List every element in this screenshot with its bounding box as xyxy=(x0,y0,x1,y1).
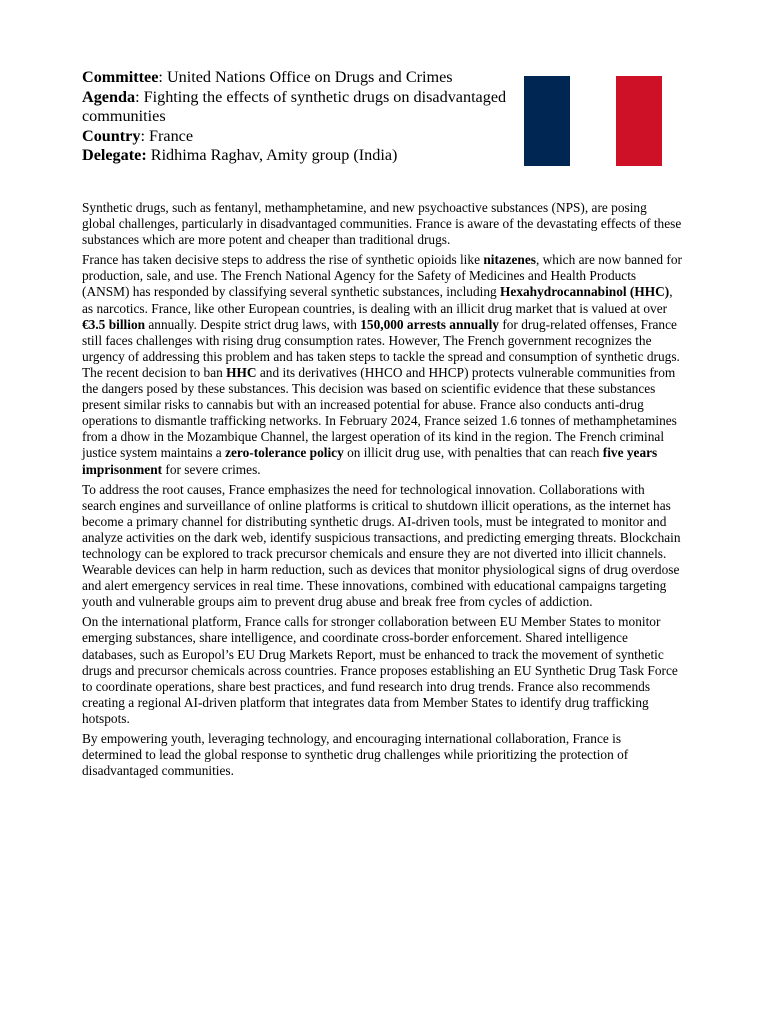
bold-run: five years imprisonment xyxy=(82,445,658,477)
country-line xyxy=(82,127,522,147)
paragraph-france-measures xyxy=(82,252,682,477)
text-run: for drug-related offenses, France still faces challenges with rising drug consumption rates. However, The French government recognizes the urgency of addressing this problem and has taken steps to tackle the spread and consumption of synthetic drugs. The recent decision to ban xyxy=(82,316,680,380)
committee-label: Committee xyxy=(82,68,159,86)
text-run: , which are now banned for production, sale, and use. The French National Agency for the Safety of Medicines and Health Products (ANSM) has responded by classifying several synthetic substances, including xyxy=(82,252,682,300)
text-run: , as narcotics. France, like other European countries, is dealing with an illicit drug market that is valued at over xyxy=(82,284,673,316)
document-header xyxy=(82,68,522,166)
agenda-label: Agenda xyxy=(82,87,136,106)
text-run: France has taken decisive steps to address the rise of synthetic opioids like xyxy=(82,252,484,268)
france-flag-icon xyxy=(524,76,662,166)
agenda-line xyxy=(82,88,522,127)
text-run: on illicit drug use, with penalties that can reach xyxy=(343,445,603,461)
paragraph-conclusion: By empowering youth, leveraging technology, and encouraging international collaboration, France is determined to lead the global response to synthetic drug challenges while prioritizing the protection of disadvantaged communities. xyxy=(82,731,629,779)
bold-run: zero-tolerance policy xyxy=(225,445,344,461)
country-value: : France xyxy=(140,126,194,145)
paragraph-intro: Synthetic drugs, such as fentanyl, methamphetamine, and new psychoactive substances (NPS), are posing global challenges, particularly in disadvantaged communities. France is aware of the devastating effects of these substances which are more potent and cheaper than traditional drugs. xyxy=(82,200,682,248)
agenda-value: : Fighting the effects of synthetic drugs on disadvantaged communities xyxy=(82,87,507,126)
text-run: for severe crimes. xyxy=(162,461,261,477)
text-run: and its derivatives (HHCO and HHCP) protects vulnerable communities from the dangers posed by these substances. This decision was based on scientific evidence that these substances present similar risks to cannabis but with an increased potential for abuse. France also conducts anti-drug operations to dismantle trafficking networks. In February 2024, France seized 1.6 tonnes of methamphetamines from a dhow in the Mozambique Channel, the largest operation of its kind in the region. The French criminal justice system maintains a xyxy=(82,364,677,461)
bold-run: €3.5 billion xyxy=(82,316,146,332)
document-body xyxy=(82,200,682,783)
bold-run: nitazenes xyxy=(483,252,536,268)
committee-value: : United Nations Office on Drugs and Crimes xyxy=(158,68,453,86)
delegate-line xyxy=(82,146,522,166)
text-run: annually. Despite strict drug laws, with xyxy=(145,316,361,332)
committee-line xyxy=(82,68,522,88)
paragraph-international: On the international platform, France calls for stronger collaboration between EU Member States to monitor emerging substances, share intelligence, and coordinate cross-border enforcement. Shared intelligence databases, such as Europol’s EU Drug Markets Report, must be enhanced to track the movement of synthetic drugs and precursor chemicals across countries. France proposes establishing an EU Synthetic Drug Task Force to coordinate operations, share best practices, and fund research into drug trends. France also recommends creating a regional AI-driven platform that integrates data from Member States to identify drug trafficking hotspots. xyxy=(82,614,678,726)
flag-stripe-blue xyxy=(524,76,570,166)
flag-stripe-white xyxy=(570,76,616,166)
bold-run: Hexahydrocannabinol (HHC) xyxy=(500,284,670,300)
paragraph-technology: To address the root causes, France emphasizes the need for technological innovation. Collaborations with search engines and surveillance of online platforms is critical to shutdown illicit operations, as the internet has become a primary channel for distributing synthetic drugs. AI-driven tools, must be integrated to monitor and analyze activities on the dark web, identify suspicious transactions, and predicting emerging threats. Blockchain technology can be explored to track precursor chemicals and ensure they are not diverted into illicit channels. Wearable devices can help in harm reduction, such as devices that monitor physiological signs of drug overdose and alert emergency services in real time. These innovations, combined with educational campaigns targeting youth and vulnerable groups aim to prevent drug abuse and break free from cycles of addiction. xyxy=(82,481,681,610)
country-label: Country xyxy=(82,126,141,145)
delegate-value: Ridhima Raghav, Amity group (India) xyxy=(146,146,398,165)
delegate-label: Delegate: xyxy=(82,146,147,165)
bold-run: HHC xyxy=(226,364,257,380)
bold-run: 150,000 arrests annually xyxy=(360,316,499,332)
flag-stripe-red xyxy=(616,76,662,166)
